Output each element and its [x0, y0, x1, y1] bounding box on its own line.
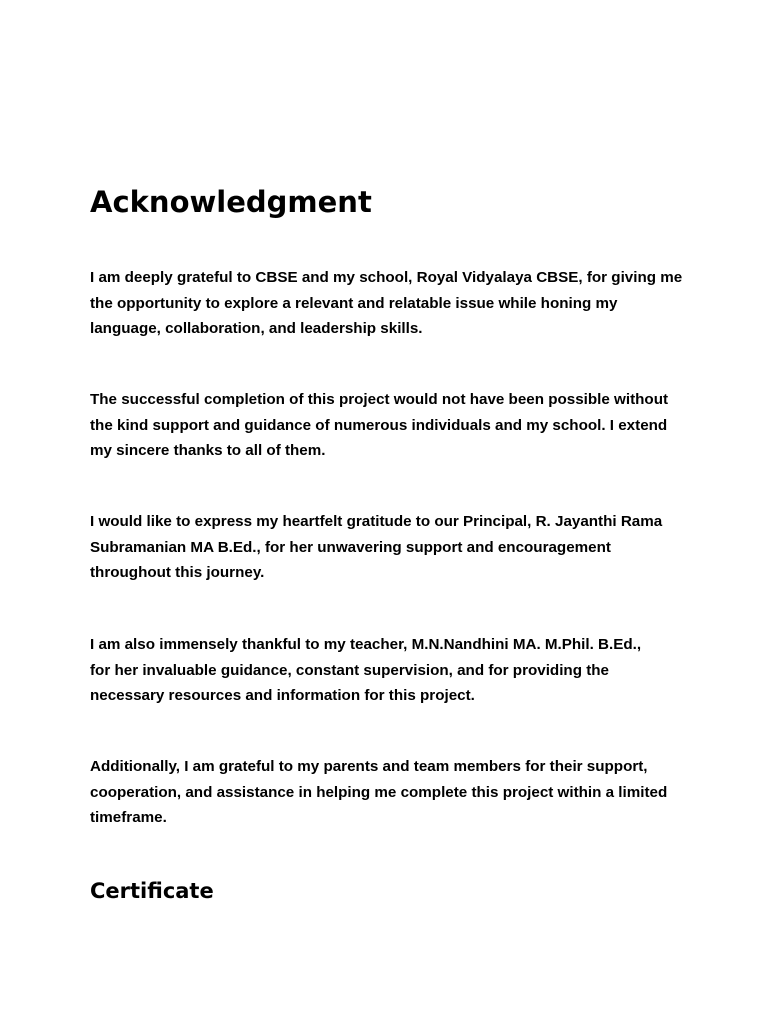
paragraph-line: timeframe.	[90, 809, 167, 826]
paragraph-2	[90, 387, 690, 464]
section-heading-certificate: Certificate	[90, 879, 214, 903]
paragraph-line: I am also immensely thankful to my teacher, M.N.Nandhini MA. M.Phil. B.Ed.,	[90, 636, 642, 653]
paragraph-line: The successful completion of this project would not have been possible without	[90, 391, 669, 408]
paragraph-line: I am deeply grateful to CBSE and my school, Royal Vidyalaya CBSE, for giving me	[90, 269, 683, 286]
paragraph-line: for her invaluable guidance, constant supervision, and for providing the	[90, 661, 609, 679]
paragraph-line: language, collaboration, and leadership skills.	[90, 320, 423, 337]
paragraph-line: the kind support and guidance of numerous individuals and my school. I extend	[90, 416, 668, 434]
paragraph-line: my sincere thanks to all of them.	[90, 442, 326, 459]
paragraph-line: Subramanian MA B.Ed., for her unwavering support and encouragement	[90, 538, 611, 556]
paragraph-1	[90, 265, 690, 342]
paragraph-line: cooperation, and assistance in helping me complete this project within a limited	[90, 783, 668, 801]
document-content	[90, 183, 690, 903]
paragraph-line: the opportunity to explore a relevant and relatable issue while honing my	[90, 294, 618, 312]
page-title: Acknowledgment	[90, 185, 372, 219]
paragraph-line: necessary resources and information for this project.	[90, 687, 475, 704]
paragraph-3	[90, 509, 690, 586]
paragraph-5	[90, 754, 690, 831]
paragraph-line: throughout this journey.	[90, 564, 265, 581]
paragraph-line: I would like to express my heartfelt gratitude to our Principal, R. Jayanthi Rama	[90, 513, 663, 530]
paragraph-line: Additionally, I am grateful to my parents and team members for their support,	[90, 758, 648, 775]
paragraph-4	[90, 632, 690, 709]
